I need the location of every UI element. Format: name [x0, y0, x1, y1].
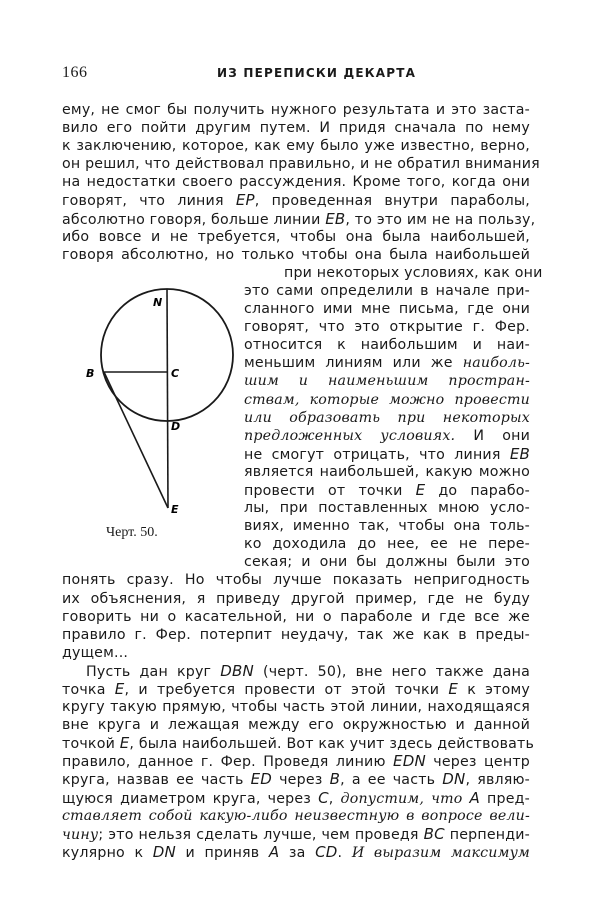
math-symbol: E: [119, 734, 130, 753]
math-symbol: EP: [235, 191, 255, 210]
text-segment: к заключению, которое, как ему было уже известно, верно,: [62, 138, 530, 155]
text-line: [62, 191, 530, 209]
text-line: [62, 807, 530, 825]
text-segment: секая; и они бы должны были это: [244, 554, 530, 571]
label-E: E: [171, 503, 179, 516]
math-symbol: EDN: [393, 752, 426, 771]
text-line: [62, 571, 530, 589]
text-line: [244, 372, 530, 390]
math-symbol: E: [114, 680, 125, 698]
text-segment: И они: [455, 427, 530, 444]
text-line: [62, 644, 530, 662]
label-C: C: [171, 367, 180, 380]
text-segment: виях, именно так, чтобы она толь-: [244, 518, 530, 535]
label-N: N: [153, 296, 163, 309]
text-segment: вило его пойти другим путем. И придя сначала по нему: [62, 120, 530, 137]
text-line: [244, 391, 530, 409]
text-segment: провести от точки: [244, 482, 416, 499]
text-line: [62, 843, 530, 861]
italic-text: наиболь-: [462, 355, 530, 372]
text-segment: относится к наибольшим и наи-: [244, 337, 530, 354]
text-line: [244, 499, 530, 517]
italic-text: или образовать при некоторых: [244, 409, 530, 426]
text-line: [62, 173, 530, 191]
math-symbol: DBN: [220, 661, 254, 680]
text-segment: (черт. 50), вне него также дана: [253, 663, 530, 680]
running-head: ИЗ ПЕРЕПИСКИ ДЕКАРТА: [217, 66, 417, 80]
text-segment: ,: [328, 790, 341, 807]
text-line: [244, 354, 530, 372]
text-line: [244, 553, 530, 571]
math-symbol: ED: [250, 770, 273, 789]
text-segment: точка: [62, 682, 115, 698]
italic-text: допустим, что: [340, 790, 470, 807]
text-line: [62, 734, 535, 753]
body-text: [62, 101, 543, 861]
text-segment: через центр: [425, 754, 530, 771]
math-symbol: E: [415, 480, 426, 499]
text-line: [244, 535, 530, 553]
text-line: [244, 427, 530, 445]
text-segment: , была наибольшей. Вот как учит здесь действовать: [129, 736, 535, 753]
text-segment: он решил, что действовал правильно, и не обратил внимания: [62, 156, 540, 173]
text-line: [244, 318, 530, 336]
text-line: [244, 336, 530, 354]
text-segment: говорят, что линия: [62, 193, 236, 210]
text-segment: точкой: [62, 736, 120, 753]
text-segment: говорить ни о касательной, ни о параболе и где все же: [62, 608, 530, 625]
text-line: [62, 825, 530, 843]
text-line: [62, 590, 530, 608]
text-segment: , то это им не на пользу,: [345, 211, 536, 228]
text-segment: круга, назвав ее часть: [62, 772, 251, 789]
math-symbol: CD: [315, 842, 338, 861]
text-line: [284, 264, 543, 282]
text-segment: пред-: [480, 790, 531, 807]
text-segment: меньшим линиям или же: [244, 355, 463, 372]
text-line: [62, 752, 530, 770]
text-line: [244, 445, 530, 463]
text-segment: через: [272, 772, 330, 789]
text-segment: на недостатки своего рассуждения. Кроме того, когда они: [62, 174, 530, 191]
italic-text: шим и наименьшим простран-: [244, 373, 530, 390]
text-segment: это сами определили в начале при-: [244, 282, 530, 299]
text-segment: при некоторых условиях, как они: [284, 264, 543, 281]
figure-caption: Черт. 50.: [106, 525, 158, 540]
math-symbol: EB: [509, 444, 530, 463]
text-segment: .: [337, 844, 352, 861]
text-line: [244, 463, 530, 481]
text-segment: говорят, что это открытие г. Фер.: [244, 319, 530, 336]
text-line: [62, 137, 530, 155]
text-segment: Пусть дан круг: [86, 663, 221, 680]
text-segment: перпенди-: [444, 826, 530, 843]
text-line: [62, 119, 530, 137]
text-line: [62, 698, 530, 716]
text-line: [62, 789, 530, 807]
text-segment: к этому: [458, 682, 530, 698]
text-line: [62, 770, 530, 788]
math-symbol: C: [318, 788, 329, 807]
text-segment: ибо вовсе и не требуется, чтобы она была наибольшей,: [62, 228, 530, 245]
text-line: [62, 228, 530, 246]
text-segment: дущем...: [62, 644, 129, 661]
math-symbol: A: [469, 788, 481, 807]
text-segment: правило г. Фер. потерпит неудачу, так же как в преды-: [62, 626, 530, 643]
text-line: [244, 282, 530, 300]
text-line: [62, 680, 530, 698]
label-B: B: [86, 367, 95, 380]
text-segment: до парабо-: [425, 482, 530, 499]
text-segment: понять сразу. Но чтобы лучше показать непригодность: [62, 572, 530, 589]
text-segment: лы, при поставленных мною усло-: [244, 500, 530, 517]
text-segment: является наибольшей, какую можно: [244, 463, 530, 480]
page-number: 166: [62, 64, 88, 81]
text-segment: щуюся диаметром круга, через: [62, 790, 319, 807]
italic-text: ставляет собой какую-либо неизвестную в вопросе вели-: [62, 807, 530, 824]
text-line: [62, 155, 540, 173]
math-symbol: BC: [423, 824, 445, 843]
text-line: [244, 481, 530, 499]
text-segment: , являю-: [465, 772, 531, 789]
text-segment: , а ее часть: [340, 772, 443, 789]
text-segment: за: [279, 844, 316, 861]
text-segment: говоря абсолютно, но только чтобы она была наибольшей: [62, 246, 530, 263]
text-line: [62, 662, 530, 680]
math-symbol: EB: [325, 209, 346, 228]
text-segment: , и требуется провести от этой точки: [124, 682, 449, 698]
text-segment: их объяснения, я приведу другой пример, где не буду: [62, 590, 530, 607]
text-segment: не смогут отрицать, что линия: [244, 446, 510, 463]
text-line: [62, 209, 536, 228]
text-segment: ко доходила до нее, ее не пере-: [244, 536, 530, 553]
text-segment: вне круга и лежащая между его окружностью и данной: [62, 717, 530, 734]
math-symbol: E: [448, 680, 459, 698]
text-line: [62, 626, 530, 644]
text-line: [244, 517, 530, 535]
text-segment: и приняв: [175, 844, 269, 861]
math-symbol: A: [268, 842, 280, 861]
text-line: [62, 246, 530, 264]
italic-text: предложенных условиях.: [244, 427, 456, 444]
text-segment: абсолютно говоря, больше линии: [62, 211, 326, 228]
math-symbol: DN: [152, 842, 176, 861]
text-segment: правило, данное г. Фер. Проведя линию: [62, 754, 394, 771]
text-segment: , проведенная внутри параболы,: [254, 193, 530, 210]
italic-text: ствам, которые можно провести: [244, 391, 530, 408]
text-line: [62, 716, 530, 734]
text-line: [62, 608, 530, 626]
text-segment: сланного ими мне письма, где они: [244, 301, 530, 318]
text-line: [244, 409, 530, 427]
text-segment: ему, не смог бы получить нужного результата и это заста-: [62, 102, 530, 118]
text-segment: кругу такую прямую, чтобы часть этой линии, находящаяся: [62, 699, 530, 716]
text-segment: ; это нельзя сделать лучше, чем проведя: [98, 826, 424, 843]
label-D: D: [171, 420, 181, 433]
text-line: [62, 101, 530, 119]
text-segment: кулярно к: [62, 844, 153, 861]
math-symbol: DN: [442, 770, 466, 789]
math-symbol: B: [329, 770, 341, 789]
italic-text: чину: [62, 826, 99, 843]
italic-text: И выразим максимум: [351, 844, 530, 861]
text-line: [244, 300, 530, 318]
